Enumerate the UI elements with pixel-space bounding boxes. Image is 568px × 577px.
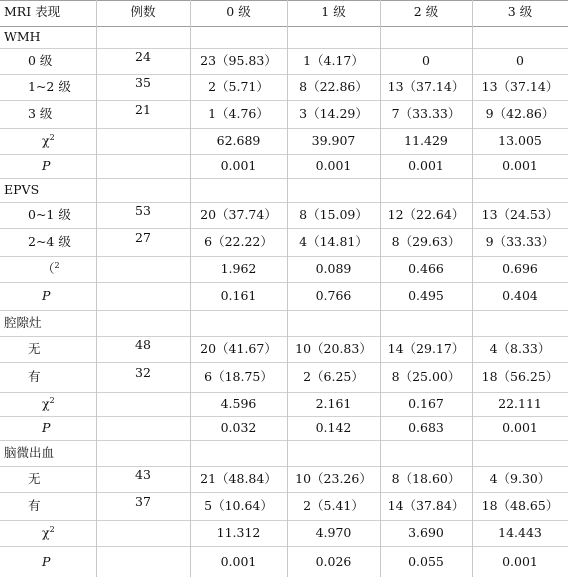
table-cell: 39.907 [311,133,356,148]
row-label: 脑微出血 [4,445,55,460]
table-cell: 48 [135,337,151,352]
row-label: 0~1 级 [28,207,71,222]
row-label: 无 [28,471,41,486]
table-cell: 43 [135,467,151,482]
table-cell: 6（22.22） [204,234,273,249]
table-cell: 0.404 [502,288,538,303]
table-cell: 8（15.09） [299,207,368,222]
row-label: $\chi^2$ [42,524,55,540]
table-cell: 21（48.84） [200,471,277,486]
header-cell: 例数 [130,4,156,19]
table-cell: 2（6.25） [303,369,364,384]
table-cell: 0.026 [315,554,352,569]
row-label: P [42,158,51,173]
table-cell: 8（22.86） [299,79,368,94]
table-cell: 3（14.29） [299,106,368,121]
table-cell: 0.001 [220,554,257,569]
header-cell: 0 级 [226,4,251,19]
table-cell: 37 [135,494,151,509]
table-cell: 14（29.17） [387,341,465,356]
table-cell: 9（42.86） [485,106,555,121]
table-cell: 9（33.33） [485,234,555,249]
superscript: 2 [49,395,55,405]
table-cell: 32 [135,365,151,380]
row-label: 无 [28,341,41,356]
row-label: P [42,288,51,303]
row-label: 1~2 级 [28,79,71,94]
table-cell: 0 [516,53,524,68]
table-cell: 14（37.84） [387,498,465,513]
table-cell: 0.766 [315,288,352,303]
table-cell: 0.001 [220,158,257,173]
header-cell: MRI 表现 [4,4,61,19]
table-cell: 20（37.74） [200,207,277,222]
table-cell: 1（4.17） [303,53,364,68]
table-cell: 21 [135,102,151,117]
table-cell: 0.495 [408,288,444,303]
table-cell: 11.429 [404,133,448,148]
table-cell: 0.167 [408,396,444,411]
table-cell: 0.001 [408,158,444,173]
table-cell: 4（9.30） [489,471,551,486]
row-label: （$^2$ [42,260,60,276]
table-cell: 2（5.41） [303,498,364,513]
row-label: 2~4 级 [28,234,71,249]
table-cell: 13（37.14） [481,79,559,94]
table-cell: 24 [135,49,151,64]
table-cell: 0.055 [408,554,444,569]
table-cell: 4.596 [220,396,257,411]
table-cell: 0.001 [502,158,538,173]
table-cell: 18（48.65） [481,498,559,513]
table-cell: 8（29.63） [391,234,461,249]
row-label: 0 级 [28,53,53,68]
superscript: 2 [54,260,60,270]
row-label: WMH [4,29,41,44]
table-cell: 0.161 [220,288,257,303]
table-cell: 0.089 [315,261,352,276]
table-cell: 0 [422,53,430,68]
table-cell: 0.001 [315,158,352,173]
row-label: 腔隙灶 [4,315,42,330]
row-label: 有 [28,369,41,384]
table-cell: 10（23.26） [295,471,372,486]
table-cell: 7（33.33） [391,106,461,121]
table-cell: 13.005 [498,133,542,148]
table-cell: 13（37.14） [387,79,465,94]
table-cell: 8（25.00） [391,369,461,384]
table-cell: 2（5.71） [208,79,269,94]
table-cell: 0.032 [220,420,257,435]
row-label: 3 级 [28,106,53,121]
row-label: P [42,420,51,435]
table-cell: 4（14.81） [299,234,368,249]
table-cell: 6（18.75） [204,369,273,384]
header-cell: 2 级 [413,4,439,19]
header-cell: 3 级 [507,4,533,19]
row-label: 有 [28,498,41,513]
table-cell: 0.001 [502,554,538,569]
superscript: 2 [49,524,55,534]
table-cell: 14.443 [498,525,542,540]
table-cell: 18（56.25） [481,369,559,384]
table-cell: 62.689 [216,133,261,148]
table-cell: 0.142 [315,420,352,435]
row-label: EPVS [4,182,40,197]
table-cell: 27 [135,230,151,245]
table-cell: 1（4.76） [208,106,269,121]
table-cell: 13（24.53） [481,207,559,222]
header-cell: 1 级 [321,4,346,19]
superscript: 2 [49,132,55,142]
table-cell: 4（8.33） [489,341,551,356]
table-cell: 3.690 [408,525,444,540]
table-cell: 8（18.60） [391,471,461,486]
table-cell: 0.696 [502,261,538,276]
table-cell: 12（22.64） [387,207,465,222]
table-cell: 35 [135,75,151,90]
table-cell: 4.970 [315,525,352,540]
table-cell: 0.001 [502,420,538,435]
row-label: $\chi^2$ [42,395,55,411]
table-cell: 11.312 [216,525,261,540]
table-cell: 1.962 [220,261,257,276]
table-cell: 0.466 [408,261,444,276]
table-cell: 5（10.64） [204,498,273,513]
table-cell: 23（95.83） [200,53,277,68]
table-cell: 0.683 [408,420,444,435]
table-cell: 10（20.83） [295,341,372,356]
row-label: $\chi^2$ [42,132,55,148]
table-cell: 53 [135,203,151,218]
table-cell: 2.161 [315,396,352,411]
row-label: P [42,554,51,569]
table-cell: 22.111 [498,396,542,411]
table-cell: 20（41.67） [200,341,277,356]
